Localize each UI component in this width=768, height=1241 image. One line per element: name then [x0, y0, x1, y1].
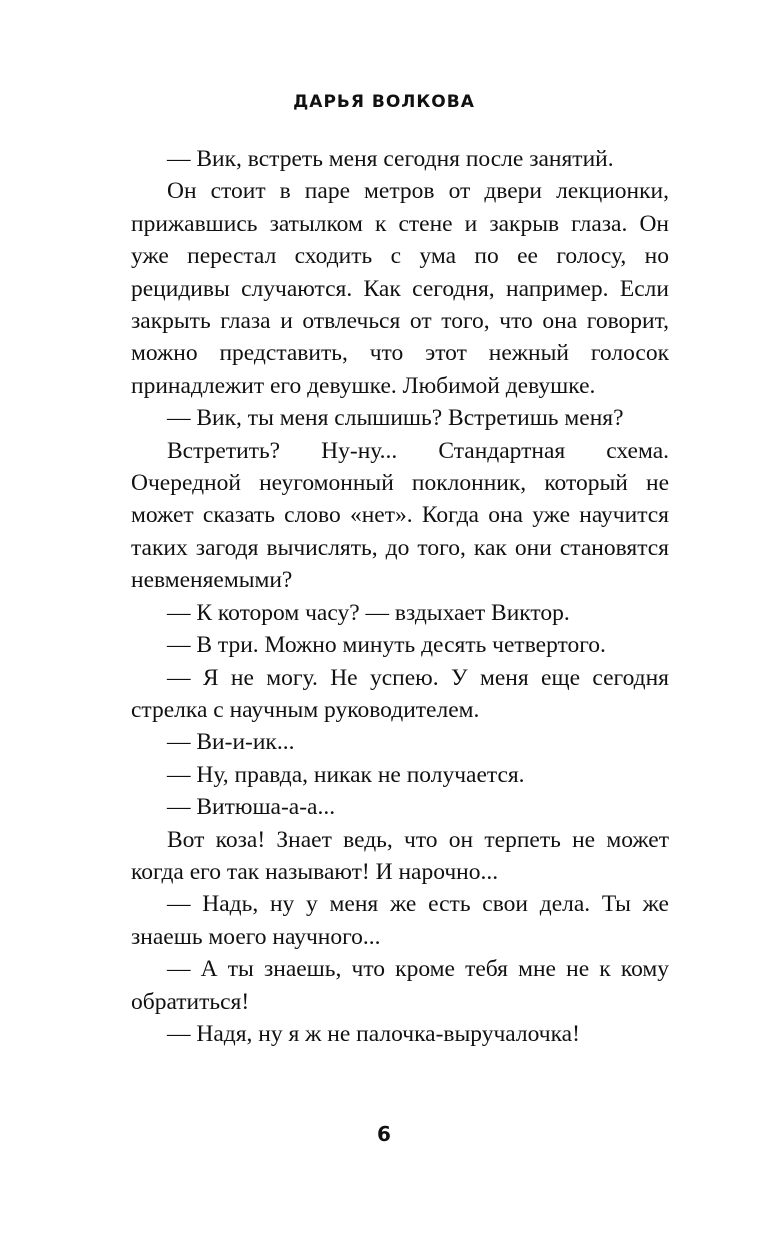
paragraph: — К котором часу? — вздыхает Виктор.	[167, 599, 570, 626]
paragraph: Он стоит в паре метров от двери лекционки, прижавшись затылком к стене и закрыв глаза. Он уже перестал сходить с ума по ее голосу, но рецидивы случаются. Как сегодня, например. Если закрыть глаза и отвлечься от того, что она говорит, можно представить, что этот нежный голосок принадлежит его девушке. Любимой девушке.	[131, 178, 669, 399]
paragraph: Вот коза! Знает ведь, что он терпеть не может когда его так называют! И нарочно...	[131, 826, 669, 885]
paragraph: Встретить? Ну-ну... Стандартная схема. Очередной неугомонный поклонник, который не может сказать слово «нет». Когда она уже научится таких загодя вычислять, до того, как они становятся невменяемыми?	[131, 437, 669, 594]
paragraph: — Я не могу. Не успею. У меня еще сегодня стрелка с научным руководителем.	[131, 664, 669, 723]
page-number: 6	[377, 1122, 391, 1146]
paragraph: — Надь, ну у меня же есть свои дела. Ты же знаешь моего научного...	[131, 891, 669, 950]
paragraph: — Ну, правда, никак не получается.	[167, 761, 525, 788]
running-head: ДАРЬЯ ВОЛКОВА	[293, 92, 475, 112]
paragraph: — Вик, встреть меня сегодня после занятий.	[167, 146, 614, 172]
paragraph: — А ты знаешь, что кроме тебя мне не к кому обратиться!	[131, 956, 669, 1015]
paragraph: — Вик, ты меня слышишь? Встретишь меня?	[167, 405, 624, 432]
paragraph: — Ви-и-ик...	[167, 729, 295, 756]
paragraph: — Витюша-а-а...	[167, 794, 336, 821]
paragraph: — В три. Можно минуть десять четвертого.	[167, 632, 606, 659]
body-text	[131, 143, 669, 1050]
paragraph: — Надя, ну я ж не палочка-выручалочка!	[167, 1020, 580, 1047]
